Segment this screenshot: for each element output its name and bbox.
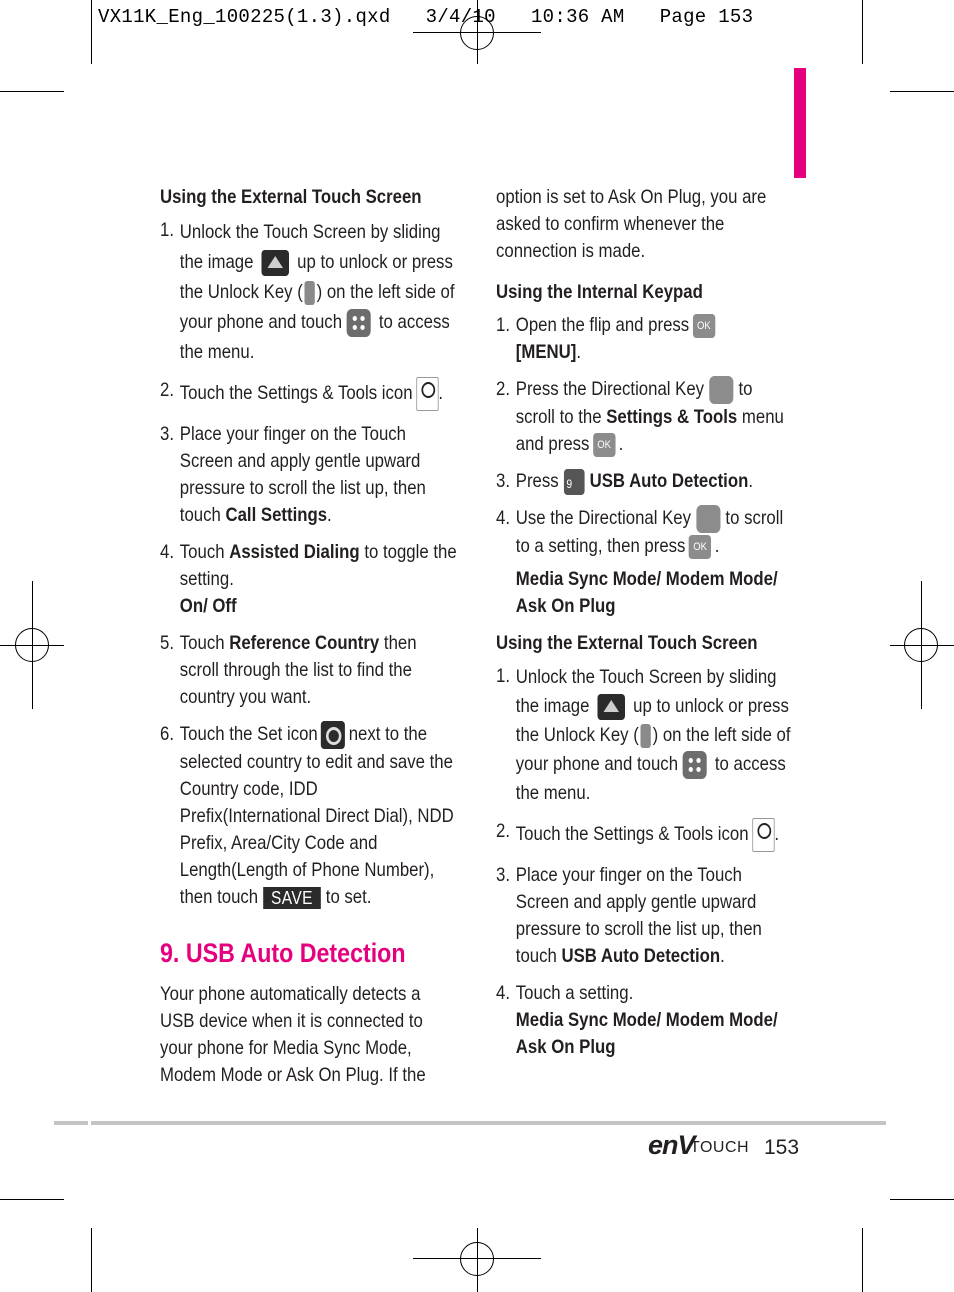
step-text: Place your finger on the Touch Screen and apply gentle upward pressure to scroll the list up, then touch	[179, 423, 426, 526]
step-text: menu and press	[515, 406, 784, 455]
crop-mark	[0, 91, 64, 92]
set-gear-icon	[321, 721, 345, 749]
unlock-key-icon	[305, 281, 315, 305]
save-button-image: SAVE	[263, 887, 320, 909]
step-text: next to the selected country to edit and save the Country code, IDD Prefix(International Direct Dial), NDD Prefix, Area/City Code and Length(Length of Phone Number), then touch	[179, 723, 454, 908]
step-item	[160, 721, 458, 911]
step-text: Touch	[179, 632, 225, 654]
menu-grid-icon	[347, 309, 371, 337]
step-item	[496, 468, 794, 495]
unlock-key-icon	[641, 724, 651, 748]
step-item	[160, 539, 458, 620]
step-text: Unlock the Touch Screen by sliding the image	[515, 666, 777, 717]
step-text: .	[748, 470, 753, 492]
section-heading: Using the External Touch Screen	[496, 632, 758, 654]
step-text: up to unlock or press the Unlock Key (	[179, 251, 453, 303]
registration-mark	[904, 628, 938, 662]
step-item	[496, 862, 794, 970]
number-nine-key-icon: 9	[564, 469, 585, 495]
right-column	[496, 184, 794, 1071]
step-text: ) on the left side of your phone and touch	[179, 281, 455, 333]
crop-mark	[862, 1228, 863, 1292]
footer-rule-gap	[88, 1121, 91, 1125]
step-number: 4.	[496, 982, 510, 1004]
step-text: then scroll through the list to find the country you want.	[179, 632, 417, 708]
step-text: Open the flip and press	[515, 314, 690, 336]
step-item	[160, 630, 458, 711]
step-item	[496, 818, 794, 852]
step-text: Unlock the Touch Screen by sliding the image	[179, 221, 441, 273]
ok-key-icon: OK	[593, 433, 615, 457]
step-number: 1.	[496, 665, 510, 687]
step-text: Touch the Settings & Tools icon	[179, 382, 413, 405]
ok-key-icon: OK	[689, 535, 711, 559]
ok-key-icon: OK	[693, 314, 715, 338]
step-number: 2.	[160, 379, 174, 401]
section-title: 9. USB Auto Detection	[160, 938, 406, 968]
step-text: Place your finger on the Touch Screen and apply gentle upward pressure to scroll the list up, then touch	[515, 864, 762, 967]
crop-mark	[91, 1228, 92, 1292]
step-emphasis: Reference Country	[229, 632, 380, 654]
section-tab	[794, 68, 806, 178]
directional-key-icon	[709, 376, 733, 404]
env-logo-touch: TOUCH	[690, 1139, 750, 1156]
step-text: up to unlock or press the Unlock Key (	[515, 695, 789, 746]
registration-mark	[460, 1242, 494, 1276]
step-options: Media Sync Mode/ Modem Mode/ Ask On Plug	[515, 1009, 778, 1058]
step-text: .	[720, 945, 725, 967]
step-text: Press the Directional Key	[515, 378, 705, 401]
step-emphasis: Assisted Dialing	[229, 541, 360, 563]
step-emphasis: USB Auto Detection	[561, 945, 721, 967]
section-heading: Using the External Touch Screen	[160, 186, 422, 208]
body-paragraph: Your phone automatically detects a USB device when it is connected to your phone for Media Sync Mode, Modem Mode or Ask On Plug. If the	[160, 983, 426, 1086]
step-text: Touch	[179, 541, 225, 563]
page-number: 153	[764, 1136, 800, 1159]
crop-mark	[91, 0, 92, 64]
step-text: .	[438, 382, 443, 405]
step-text: .	[618, 433, 624, 455]
step-text: Touch the Set icon	[179, 723, 318, 746]
step-number: 6.	[160, 723, 174, 745]
step-number: 1.	[496, 314, 510, 336]
step-item	[496, 663, 794, 808]
step-item	[160, 377, 458, 411]
step-text: Press	[515, 470, 559, 492]
step-number: 3.	[160, 423, 174, 445]
body-paragraph: option is set to Ask On Plug, you are asked to confirm whenever the connection is made.	[496, 186, 767, 262]
step-emphasis: [MENU]	[515, 341, 577, 363]
step-number: 4.	[160, 541, 174, 563]
step-item	[496, 312, 794, 366]
step-text: Touch a setting.	[515, 982, 634, 1004]
step-item	[496, 376, 794, 458]
registration-mark	[15, 628, 49, 662]
step-number: 2.	[496, 820, 510, 842]
left-column	[160, 184, 458, 1099]
settings-tools-icon	[416, 377, 438, 411]
step-text: .	[774, 823, 779, 846]
step-text: to set.	[325, 886, 372, 908]
step-number: 4.	[496, 507, 510, 529]
crop-mark	[890, 91, 954, 92]
step-text: .	[327, 504, 332, 526]
step-text: ) on the left side of your phone and touch	[515, 724, 791, 775]
directional-key-icon	[696, 505, 720, 533]
step-emphasis: USB Auto Detection	[589, 470, 749, 492]
step-number: 2.	[496, 378, 510, 400]
step-number: 3.	[496, 470, 510, 492]
section-heading: Using the Internal Keypad	[496, 281, 703, 303]
step-text: to scroll to a setting, then press	[515, 507, 784, 557]
step-text: Touch the Settings & Tools icon	[515, 823, 749, 846]
print-slug: VX11K_Eng_100225(1.3).qxd 3/4/10 10:36 AM Page 153	[98, 6, 754, 28]
step-text: .	[714, 535, 720, 557]
crop-mark	[862, 0, 863, 64]
step-emphasis: Settings & Tools	[606, 406, 738, 428]
step-item	[160, 421, 458, 529]
step-item	[496, 505, 794, 620]
step-text: to access the menu.	[179, 311, 450, 363]
env-logo: enV	[648, 1130, 695, 1160]
step-text: to access the menu.	[515, 753, 786, 804]
step-text: Use the Directional Key	[515, 507, 692, 530]
step-item	[160, 217, 458, 367]
step-item	[496, 980, 794, 1061]
step-text: to scroll to the	[515, 378, 753, 428]
step-text: .	[576, 341, 581, 363]
step-text: to toggle the setting.	[179, 541, 457, 590]
step-number: 5.	[160, 632, 174, 654]
step-emphasis: Call Settings	[225, 504, 328, 526]
settings-tools-icon	[752, 818, 774, 852]
menu-grid-icon	[683, 751, 707, 779]
step-number: 3.	[496, 864, 510, 886]
step-options: On/ Off	[179, 595, 237, 617]
step-options: Media Sync Mode/ Modem Mode/ Ask On Plug	[515, 568, 778, 617]
unlock-arrow-icon	[598, 694, 626, 720]
crop-mark	[890, 1199, 954, 1200]
crop-mark	[0, 1199, 64, 1200]
footer-rule	[54, 1121, 886, 1125]
unlock-arrow-icon	[262, 250, 290, 276]
step-number: 1.	[160, 219, 174, 241]
